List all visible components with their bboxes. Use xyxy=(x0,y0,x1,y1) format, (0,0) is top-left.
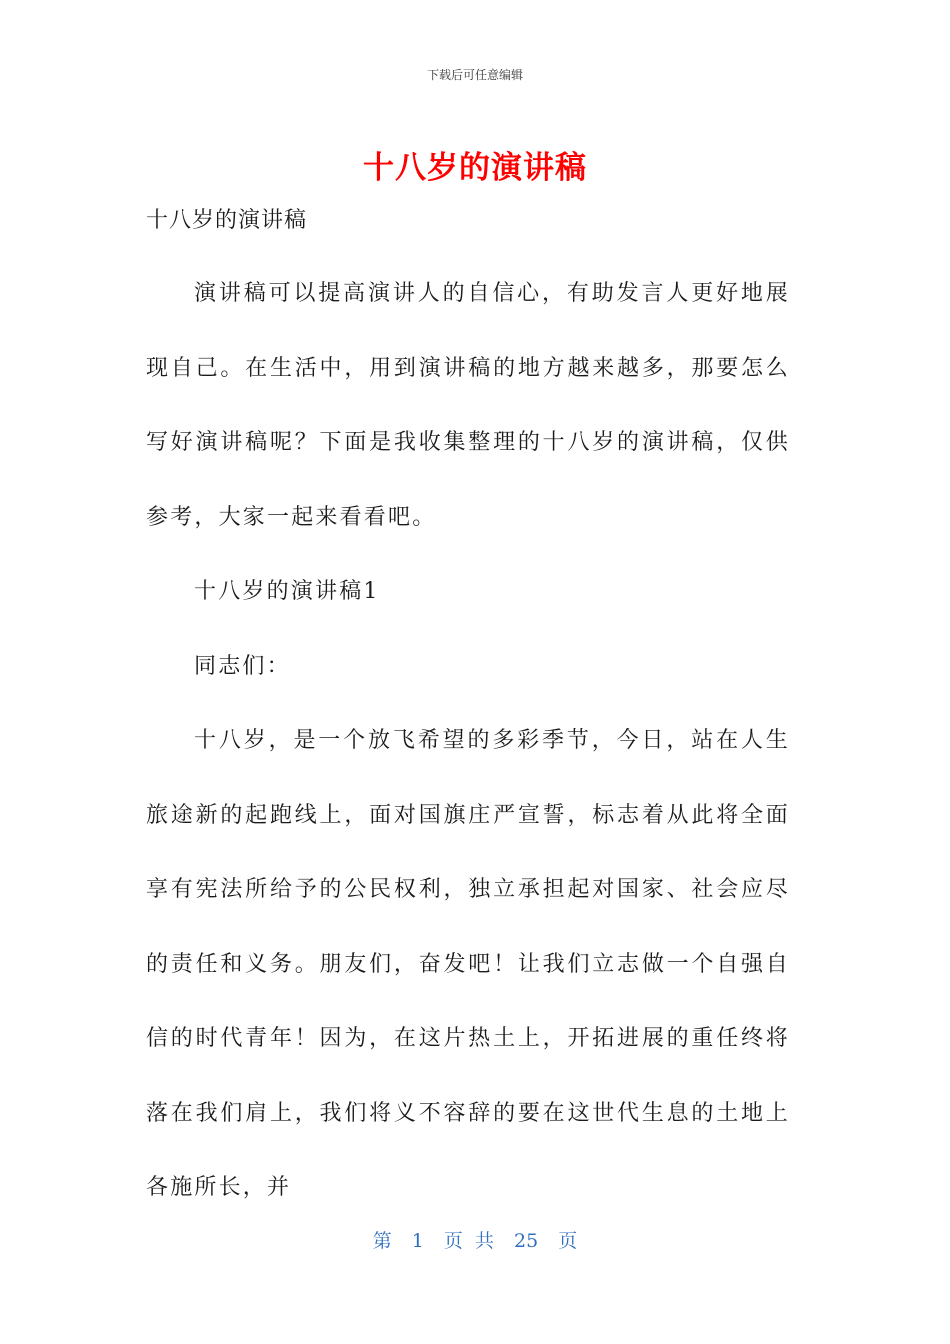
paragraph-speech-body: 十八岁，是一个放飞希望的多彩季节，今日，站在人生旅途新的起跑线上，面对国旗庄严宣誓，标志着从此将全面享有宪法所给予的公民权利，独立承担起对国家、社会应尽的责任和义务。朋友们，奋发吧！让我们立志做一个自强自信的时代青年！因为，在这片热土上，开拓进展的重任终将落在我们肩上，我们将义不容辞的要在这世代生息的土地上各施所长，并 xyxy=(146,728,790,1200)
footer-suffix: 页 xyxy=(558,1230,578,1252)
footer-prefix: 第 xyxy=(372,1230,392,1252)
paragraph-section-heading: 十八岁的演讲稿1 xyxy=(194,579,380,604)
footer-page-number: 1 xyxy=(411,1230,424,1252)
footer-middle: 页 共 xyxy=(443,1230,494,1252)
header-note: 下载后可任意编辑 xyxy=(426,68,523,82)
page-footer xyxy=(0,1226,950,1253)
document-body xyxy=(146,257,790,1226)
paragraph-intro: 演讲稿可以提高演讲人的自信心，有助发言人更好地展现自己。在生活中，用到演讲稿的地方越来越多，那要怎么写好演讲稿呢？下面是我收集整理的十八岁的演讲稿，仅供参考，大家一起来看看吧。 xyxy=(146,281,790,530)
paragraph-salutation: 同志们： xyxy=(194,653,291,679)
document-subtitle: 十八岁的演讲稿 xyxy=(146,208,308,233)
document-title: 十八岁的演讲稿 xyxy=(363,150,587,186)
footer-total-pages: 25 xyxy=(514,1230,539,1252)
